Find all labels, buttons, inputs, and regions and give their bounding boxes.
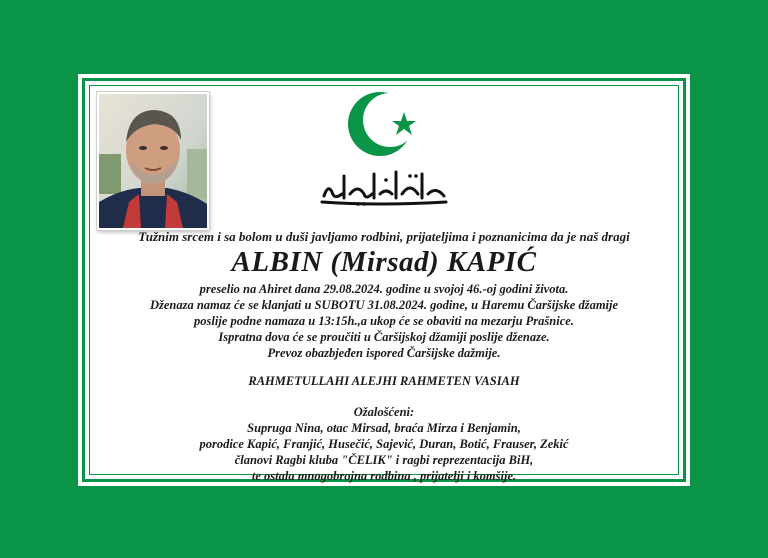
- detail-line: Ispratna dova će se proučiti u Čaršijskoj džamiji poslije dženaze.: [218, 330, 550, 344]
- prayer-text: RAHMETULLAHI ALEJHI RAHMETEN VASIAH: [248, 374, 520, 388]
- obituary-card: [78, 74, 690, 486]
- portrait-photo: [97, 92, 209, 230]
- funeral-details: [78, 281, 690, 361]
- detail-line: Prevoz obazbjeđen ispored Čaršijske dažmije.: [267, 346, 501, 360]
- mourner-line: Supruga Nina, otac Mirsad, braća Mirza i Benjamin,: [247, 421, 521, 435]
- mourner-line: članovi Ragbi kluba "ČELIK" i ragbi reprezentacija BiH,: [234, 453, 534, 467]
- mourners-label: Ožalošćeni:: [353, 405, 415, 419]
- crescent-star-icon: [346, 86, 422, 162]
- detail-line: preselio na Ahiret dana 29.08.2024. godine u svojoj 46.-oj godini života.: [199, 282, 569, 296]
- mourner-line: te ostala mnogobrojna rodbina , prijatelji i komšije.: [251, 469, 517, 483]
- intro-text: Tužnim srcem i sa bolom u duši javljamo rodbini, prijateljima i poznanicima da je naš dragi: [138, 229, 630, 244]
- detail-line: poslije podne namaza u 13:15h.,a ukop će se obaviti na mezarju Prašnice.: [194, 314, 574, 328]
- mourners-block: [78, 404, 690, 484]
- arabic-calligraphy-icon: [318, 164, 450, 208]
- deceased-name: ALBIN (Mirsad) KAPIĆ: [231, 246, 537, 278]
- mourner-line: porodice Kapić, Franjić, Husečić, Sajević, Duran, Botić, Frauser, Zekić: [199, 437, 569, 451]
- detail-line: Dženaza namaz će se klanjati u SUBOTU 31.08.2024. godine, u Haremu Čaršijske džamije: [149, 298, 619, 312]
